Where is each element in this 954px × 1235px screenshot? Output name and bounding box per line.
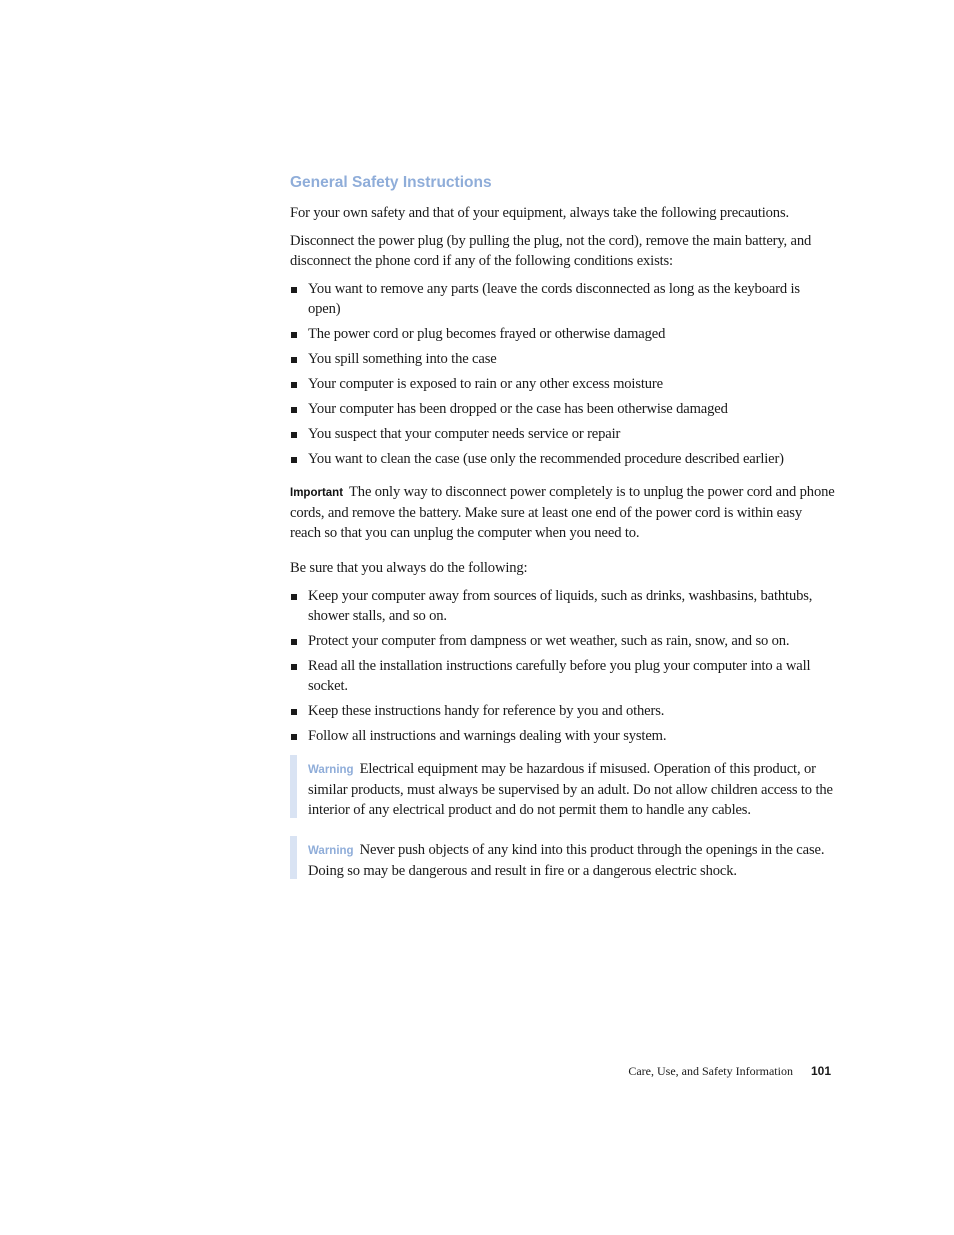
list-item (290, 586, 835, 626)
list-item (290, 631, 835, 651)
list-item-text: Keep these instructions handy for reference by you and others. (308, 703, 665, 719)
list-item-text: Your computer is exposed to rain or any other excess moisture (308, 376, 663, 392)
important-label: Important (290, 487, 344, 499)
page-footer (628, 1063, 831, 1079)
important-note (290, 482, 835, 543)
list-item (290, 349, 835, 369)
list-item-text: Read all the installation instructions carefully before you plug your computer into a wall socket. (308, 658, 811, 694)
bullet-square-icon (291, 332, 297, 338)
list-item (290, 701, 835, 721)
list-item-text: You want to remove any parts (leave the cords disconnected as long as the keyboard is open) (308, 281, 800, 317)
section-heading: General Safety Instructions (290, 174, 492, 191)
warning-text: Electrical equipment may be hazardous if misused. Operation of this product, or similar products, must always be supervised by an adult. Do not allow children access to the interior of any electrical product and do not permit them to handle any cables. (308, 761, 833, 818)
conditions-list (290, 279, 835, 469)
list-item-text: Protect your computer from dampness or wet weather, such as rain, snow, and so on. (308, 633, 790, 649)
warning-bar (290, 836, 297, 879)
bullet-square-icon (291, 457, 297, 463)
bullet-square-icon (291, 664, 297, 670)
list-item-text: You spill something into the case (308, 351, 497, 367)
list-item (290, 279, 835, 319)
bullet-square-icon (291, 287, 297, 293)
bullet-square-icon (291, 432, 297, 438)
bullet-square-icon (291, 709, 297, 715)
list-item (290, 726, 835, 746)
list-item-text: You want to clean the case (use only the recommended procedure described earlier) (308, 451, 784, 467)
disconnect-paragraph: Disconnect the power plug (by pulling the plug, not the cord), remove the main battery, and disconnect the phone cord if any of the following conditions exists: (290, 233, 812, 269)
list-item (290, 324, 835, 344)
chapter-title: Care, Use, and Safety Information (628, 1064, 793, 1078)
bullet-square-icon (291, 594, 297, 600)
warning-note (290, 840, 835, 881)
intro-paragraph: For your own safety and that of your equipment, always take the following precautions. (290, 205, 789, 221)
warning-label: Warning (308, 845, 354, 857)
list-item-text: Your computer has been dropped or the case has been otherwise damaged (308, 401, 728, 417)
list-item-text: Keep your computer away from sources of liquids, such as drinks, washbasins, bathtubs, shower stalls, and so on. (308, 588, 813, 624)
list-item (290, 399, 835, 419)
list-item-text: Follow all instructions and warnings dealing with your system. (308, 728, 667, 744)
warning-label: Warning (308, 764, 354, 776)
list-item (290, 424, 835, 444)
bullet-square-icon (291, 734, 297, 740)
page-content (290, 172, 835, 901)
always-list (290, 586, 835, 746)
warning-note (290, 759, 835, 820)
list-item (290, 374, 835, 394)
important-text: The only way to disconnect power completely is to unplug the power cord and phone cords, and remove the battery. Make sure at least one end of the power cord is within easy reach so that you can unplug the computer when you need to. (290, 484, 835, 541)
list-item-text: You suspect that your computer needs service or repair (308, 426, 621, 442)
bullet-square-icon (291, 639, 297, 645)
warning-text: Never push objects of any kind into this product through the openings in the case. Doing so may be dangerous and result in fire or a dangerous electric shock. (308, 842, 825, 879)
page-number: 101 (810, 1064, 831, 1078)
list-item-text: The power cord or plug becomes frayed or otherwise damaged (308, 326, 666, 342)
bullet-square-icon (291, 382, 297, 388)
bullet-square-icon (291, 357, 297, 363)
list-item (290, 656, 835, 696)
bullet-square-icon (291, 407, 297, 413)
warning-bar (290, 755, 297, 818)
always-intro: Be sure that you always do the following: (290, 560, 528, 576)
list-item (290, 449, 835, 469)
